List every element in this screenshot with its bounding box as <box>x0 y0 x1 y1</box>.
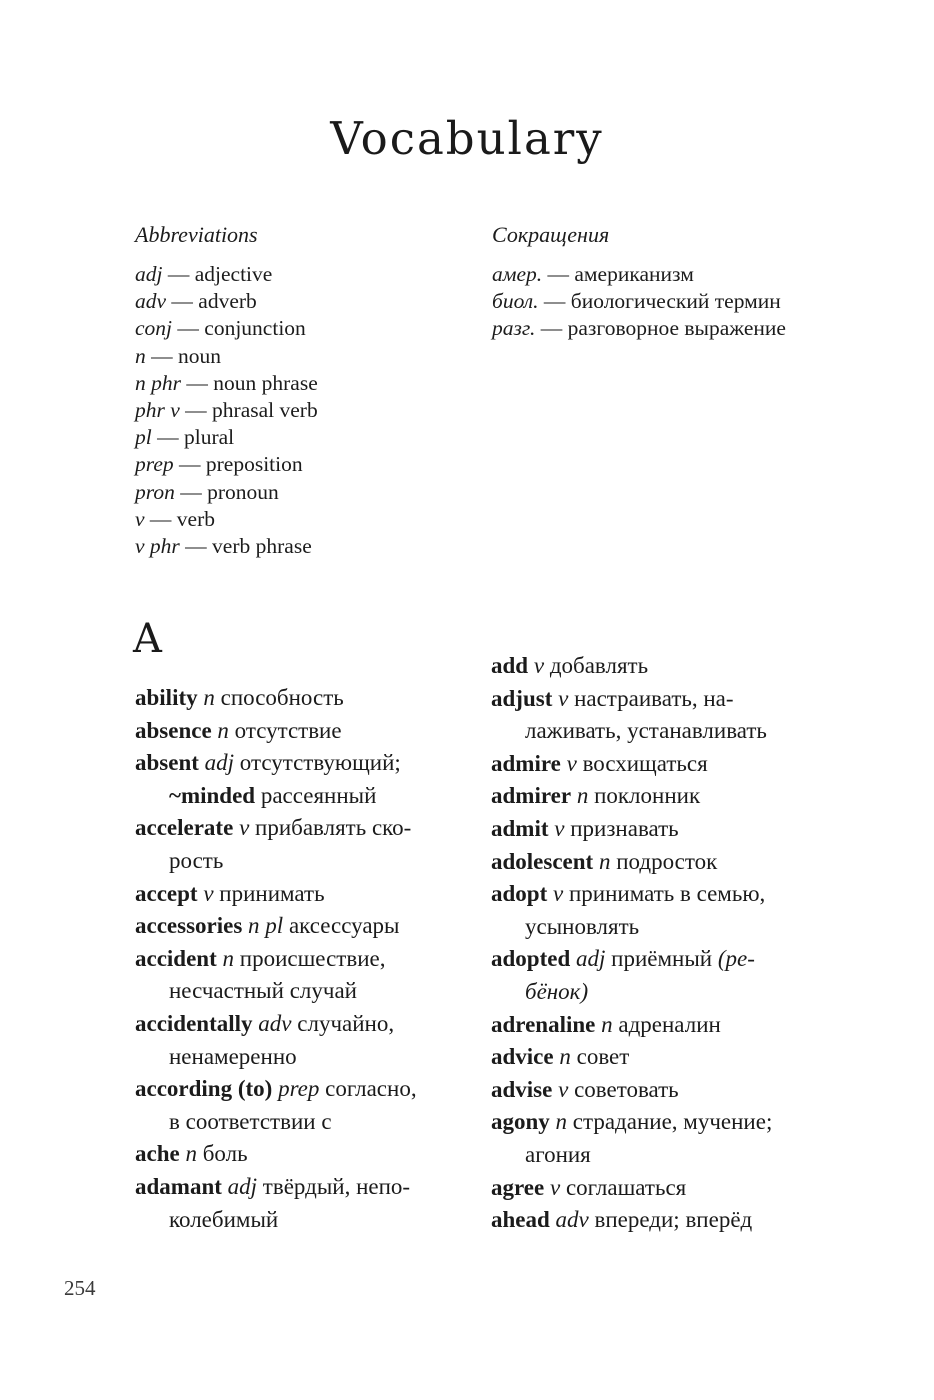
abbreviation-term: разг. <box>492 316 536 341</box>
entry-translation-segment: отсутствующий; <box>239 750 401 776</box>
entry-translation-segment: восхищаться <box>582 750 708 776</box>
entry-translation-segment: рость <box>169 847 224 873</box>
page-title: Vocabulary <box>330 112 604 165</box>
entry-translation-segment: отсутствие <box>234 717 342 743</box>
entry-pos: n <box>576 783 589 809</box>
entry-translation-segment: совет <box>576 1044 630 1070</box>
entry-translation-segment: рассеянный <box>255 782 377 808</box>
abbreviation-term: pron <box>135 479 175 504</box>
entry-pos: adj <box>204 750 235 776</box>
abbreviation-term: n phr <box>135 370 181 395</box>
entry-pos: v <box>558 685 569 711</box>
dictionary-entry <box>491 813 843 846</box>
entry-headword: accident <box>135 945 217 971</box>
entry-translation-segment: аксессуары <box>288 913 400 939</box>
dictionary-entry <box>135 943 482 1008</box>
entry-translation-segment: признавать <box>570 815 679 841</box>
abbreviation-item: n phr — noun phrase <box>135 370 318 395</box>
entry-translation-segment: принимать в семью, <box>568 881 766 907</box>
entry-pos: adv <box>258 1010 292 1036</box>
entry-headword: adrenaline <box>491 1011 596 1037</box>
entry-pos: v <box>549 1174 561 1200</box>
entry-headword: accessories <box>135 913 243 939</box>
entry-translation-segment: боль <box>202 1141 248 1167</box>
dictionary-entry <box>491 1074 843 1107</box>
dictionary-entry <box>491 1204 843 1237</box>
entry-headword: admit <box>491 815 549 841</box>
abbreviation-term: prep <box>135 452 174 477</box>
abbreviation-item: биол. — биологический термин <box>492 289 781 314</box>
entry-headword: admire <box>491 750 561 776</box>
abbreviation-term: conj <box>135 316 173 341</box>
entry-translation-segment: ненамеренно <box>169 1043 297 1069</box>
entry-translation-segment: твёрдый, непо- <box>262 1173 411 1199</box>
entry-translation-segment: настраивать, на- <box>574 685 734 711</box>
dictionary-entry <box>135 910 482 943</box>
dictionary-entry <box>135 715 482 748</box>
entry-headword: ability <box>135 685 198 710</box>
entry-pos: adj <box>576 946 606 972</box>
entry-translation-segment: лаживать, устанавливать <box>525 718 767 744</box>
dictionary-entry <box>135 1171 482 1236</box>
abbreviations-heading-en: Abbreviations <box>135 222 258 247</box>
entry-pos: v <box>558 1076 569 1102</box>
abbreviation-item: adv — adverb <box>135 289 257 314</box>
dictionary-entry <box>491 943 843 1008</box>
entry-translation-segment: добавлять <box>549 653 649 678</box>
entry-translation-segment: бёнок) <box>525 978 589 1004</box>
dictionary-entry <box>135 1008 482 1073</box>
entry-translation-segment: советовать <box>574 1076 679 1102</box>
entry-pos: n <box>217 717 229 743</box>
dictionary-entry <box>491 878 843 943</box>
section-letter: A <box>133 616 162 662</box>
entry-pos: v <box>553 881 564 907</box>
dictionary-entry <box>491 1106 843 1171</box>
dictionary-entry <box>135 1073 482 1138</box>
page-number: 254 <box>64 1276 96 1300</box>
entry-translation-segment: способность <box>220 685 344 710</box>
entry-pos: n pl <box>248 913 284 939</box>
entry-translation-segment: впереди; вперёд <box>594 1207 753 1233</box>
entry-pos: n <box>555 1109 568 1135</box>
entry-headword: ache <box>135 1141 180 1167</box>
entry-headword: absent <box>135 750 199 776</box>
dictionary-column-left <box>135 682 482 1236</box>
abbreviation-term: v <box>135 506 145 531</box>
entry-translation-segment: согласно, <box>325 1076 417 1102</box>
dictionary-entry <box>491 650 843 683</box>
entry-translation-segment: случайно, <box>297 1010 395 1036</box>
abbreviation-term: pl <box>135 425 152 450</box>
entry-translation-segment: прибавлять ско- <box>255 815 412 841</box>
entry-pos: prep <box>278 1076 320 1102</box>
dictionary-entry <box>491 683 843 748</box>
entry-translation-segment: агония <box>525 1141 591 1167</box>
entry-headword: advice <box>491 1044 554 1070</box>
entry-pos: n <box>222 945 235 971</box>
dictionary-entry <box>135 1138 482 1171</box>
entry-pos: n <box>185 1141 197 1167</box>
dictionary-entry <box>491 780 843 813</box>
abbreviations-russian-column <box>492 222 852 343</box>
dictionary-entry <box>135 682 482 715</box>
dictionary-entry <box>491 1009 843 1042</box>
dictionary-entry <box>135 812 482 877</box>
abbreviation-item: phr v — phrasal verb <box>135 398 318 423</box>
abbreviation-term: амер. <box>492 262 543 286</box>
dictionary-entry <box>135 878 482 911</box>
abbreviation-term: v phr <box>135 534 180 559</box>
dictionary-entry <box>491 1041 843 1074</box>
dictionary-entry <box>491 1172 843 1205</box>
abbreviation-item: pron — pronoun <box>135 479 279 504</box>
entry-pos: n <box>559 1044 571 1070</box>
entry-pos: adj <box>227 1173 258 1199</box>
abbreviation-item: v phr — verb phrase <box>135 534 312 559</box>
entry-pos: n <box>598 848 611 874</box>
entry-headword: adolescent <box>491 848 594 874</box>
entry-translation-segment: происшествие, <box>239 945 386 971</box>
dictionary-entry <box>135 747 482 812</box>
entry-translation-segment: страдание, мучение; <box>572 1109 773 1135</box>
entry-headword: adamant <box>135 1173 222 1199</box>
abbreviations-english-column <box>135 222 475 560</box>
entry-headword: adopt <box>491 881 548 907</box>
entry-translation-segment: (ре- <box>717 946 755 972</box>
entry-translation-segment: поклонник <box>594 783 701 809</box>
entry-translation-segment: ~minded <box>169 782 256 808</box>
dictionary-column-right <box>491 650 843 1237</box>
abbreviation-term: adv <box>135 289 167 314</box>
entry-pos: v <box>533 653 545 678</box>
abbreviation-term: n <box>135 343 146 368</box>
entry-translation-segment: принимать <box>219 880 325 906</box>
entry-translation-segment: колебимый <box>169 1206 279 1232</box>
abbreviation-item: n — noun <box>135 343 221 368</box>
entry-headword: accept <box>135 880 198 906</box>
entry-headword: agree <box>491 1174 545 1200</box>
entry-translation-segment: усыновлять <box>525 913 640 939</box>
entry-headword: advise <box>491 1076 553 1102</box>
entry-translation-segment: соглашаться <box>565 1174 687 1200</box>
entry-headword: accelerate <box>135 815 234 841</box>
entry-headword: agony <box>491 1109 550 1135</box>
dictionary-entry <box>491 748 843 781</box>
entry-translation-segment: подросток <box>616 848 718 874</box>
entry-pos: v <box>554 815 565 841</box>
entry-headword: adjust <box>491 685 553 711</box>
entry-pos: n <box>601 1011 613 1037</box>
entry-pos: n <box>203 685 215 710</box>
abbreviation-term: phr v <box>135 398 180 423</box>
abbreviation-item: разг. — разговорное выражение <box>492 316 786 341</box>
entry-headword: according (to) <box>135 1076 273 1102</box>
entry-headword: accidentally <box>135 1010 253 1036</box>
entry-translation-segment: приёмный <box>611 946 718 972</box>
entry-pos: v <box>566 750 577 776</box>
entry-translation-segment: в соответствии с <box>169 1108 332 1134</box>
abbreviation-item: pl — plural <box>135 425 235 450</box>
entry-pos: v <box>203 880 214 906</box>
entry-translation-segment: несчастный случай <box>169 978 357 1004</box>
entry-pos: v <box>239 815 250 841</box>
abbreviations-list-en <box>135 261 475 560</box>
abbreviation-item: conj — conjunction <box>135 316 306 341</box>
abbreviation-term: adj <box>135 262 163 286</box>
abbreviations-heading-ru: Сокращения <box>492 222 610 247</box>
abbreviation-item: амер. — американизм <box>492 262 694 286</box>
entry-headword: ahead <box>491 1207 550 1233</box>
entry-pos: adv <box>555 1207 589 1233</box>
abbreviation-item: adj — adjective <box>135 262 273 286</box>
entry-headword: add <box>491 653 529 678</box>
entry-headword: admirer <box>491 783 572 809</box>
entry-headword: adopted <box>491 946 571 972</box>
entry-headword: absence <box>135 717 212 743</box>
dictionary-entry <box>491 846 843 879</box>
abbreviation-term: биол. <box>492 289 539 314</box>
abbreviation-item: v — verb <box>135 506 215 531</box>
entry-translation-segment: адреналин <box>618 1011 721 1037</box>
abbreviations-list-ru <box>492 261 852 343</box>
abbreviation-item: prep — preposition <box>135 452 303 477</box>
